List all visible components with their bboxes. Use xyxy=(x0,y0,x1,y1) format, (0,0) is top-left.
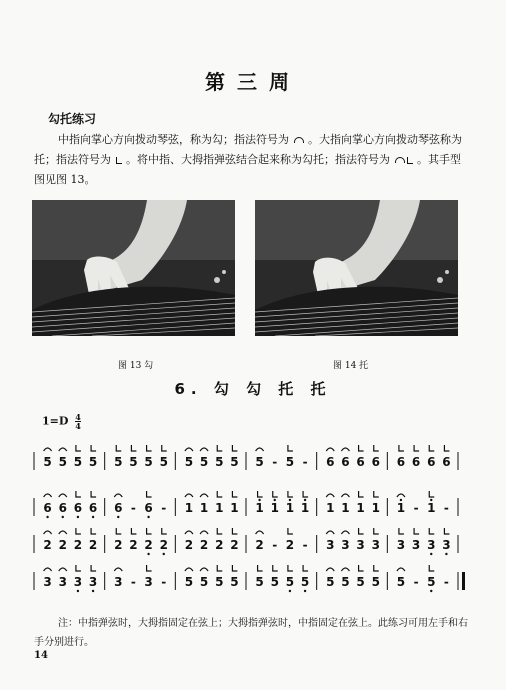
note-digit: 3 xyxy=(442,538,451,552)
note-digit: 2 xyxy=(88,538,98,552)
note-digit: 1 xyxy=(326,501,335,515)
tuo-mark xyxy=(303,565,308,571)
time-signature-bottom: 4 xyxy=(75,421,81,431)
note-digit: 6 xyxy=(114,501,123,515)
note-digit: 2 xyxy=(159,538,168,552)
note-digit: 1 xyxy=(230,501,239,515)
note-digit: 5 xyxy=(230,455,239,469)
dash-note: - xyxy=(413,575,419,589)
note-digit: 1 xyxy=(427,501,436,515)
gou-mark xyxy=(397,494,405,497)
note-digit: 3 xyxy=(43,575,52,589)
tuo-mark xyxy=(147,491,152,497)
low-octave-dot xyxy=(163,553,165,555)
gou-mark xyxy=(185,448,193,451)
tuo-mark xyxy=(147,445,152,451)
tuo-mark xyxy=(217,528,222,534)
tuo-mark xyxy=(273,565,278,571)
note-digit: 5 xyxy=(285,575,295,589)
gou-mark xyxy=(59,494,67,497)
gou-mark xyxy=(44,568,52,571)
week-title: 第三周 xyxy=(205,70,301,94)
figure-13-caption: 图 13 勾 xyxy=(118,361,154,371)
note-digit: 5 xyxy=(215,455,224,469)
gou-mark xyxy=(326,568,334,571)
note-digit: 3 xyxy=(58,575,67,589)
gou-mark xyxy=(341,568,349,571)
tuo-mark xyxy=(399,445,404,451)
tuo-mark xyxy=(232,491,237,497)
note-digit: 5 xyxy=(114,455,123,469)
low-octave-dot xyxy=(445,553,447,555)
note-digit: 1 xyxy=(255,501,264,515)
tuo-mark xyxy=(217,491,222,497)
tuo-mark xyxy=(414,528,419,534)
tuo-mark xyxy=(217,445,222,451)
high-octave-dot xyxy=(304,499,306,501)
tuo-mark xyxy=(374,445,379,451)
gou-mark xyxy=(200,568,208,571)
tuo-mark xyxy=(359,528,364,534)
note-digit: 3 xyxy=(341,538,350,552)
tuo-mark xyxy=(303,491,308,497)
dash-note: - xyxy=(272,455,278,469)
tuo-mark xyxy=(232,565,237,571)
tuo-mark xyxy=(374,528,379,534)
tuo-mark xyxy=(162,445,167,451)
low-octave-dot xyxy=(92,516,94,518)
piece-title: 6. 勾 勾 托 托 xyxy=(174,380,332,398)
dash-note: - xyxy=(161,575,167,589)
low-octave-dot xyxy=(77,516,79,518)
gou-mark xyxy=(114,568,122,571)
figure-14-caption: 图 14 托 xyxy=(333,361,369,371)
gou-mark xyxy=(44,531,52,534)
note-digit: 2 xyxy=(255,538,264,552)
gou-mark xyxy=(341,531,349,534)
low-octave-dot xyxy=(304,590,306,592)
note-digit: 3 xyxy=(411,538,421,552)
gou-mark xyxy=(256,531,264,534)
high-octave-dot xyxy=(274,499,276,501)
note-digit: 5 xyxy=(356,575,365,589)
note-digit: 5 xyxy=(129,455,138,469)
gou-mark xyxy=(326,531,334,534)
note-digit: 3 xyxy=(73,575,83,589)
note-digit: 6 xyxy=(43,501,52,515)
note-digit: 6 xyxy=(371,455,380,469)
note-digit: 1 xyxy=(199,501,209,515)
tuo-mark xyxy=(232,528,237,534)
note-digit: 1 xyxy=(371,501,380,515)
dash-note: - xyxy=(302,538,308,552)
low-octave-dot xyxy=(62,516,64,518)
note-digit: 5 xyxy=(230,575,239,589)
note-digit: 3 xyxy=(427,538,436,552)
section-title: 勾托练习 xyxy=(48,112,97,126)
note-digit: 3 xyxy=(356,538,365,552)
tuo-mark xyxy=(162,528,167,534)
note-digit: 3 xyxy=(144,575,153,589)
gou-mark xyxy=(256,448,264,451)
note-digit: 5 xyxy=(285,455,295,469)
dash-note: - xyxy=(130,501,136,515)
tuo-mark xyxy=(258,491,263,497)
tuo-mark xyxy=(76,565,81,571)
tuo-mark xyxy=(258,565,263,571)
tuo-mark xyxy=(429,445,434,451)
intro-text-3: 。将中指、大拇指弹弦结合起来称为勾托；指法符号为 xyxy=(126,153,390,166)
note-digit: 5 xyxy=(371,575,380,589)
tuo-mark xyxy=(217,565,222,571)
low-octave-dot xyxy=(92,590,94,592)
note-digit: 5 xyxy=(270,575,279,589)
tuo-mark xyxy=(288,491,293,497)
note-digit: 3 xyxy=(88,575,98,589)
tuo-mark xyxy=(399,528,404,534)
note-digit: 1 xyxy=(396,501,406,515)
note-digit: 1 xyxy=(300,501,310,515)
gou-mark xyxy=(200,494,208,497)
tuo-mark xyxy=(131,528,136,534)
time-signature-top: 4 xyxy=(75,412,81,422)
note-digit: 5 xyxy=(144,455,153,469)
note-digit: 3 xyxy=(396,538,406,552)
tuo-mark xyxy=(444,445,449,451)
tuo-mark xyxy=(91,445,96,451)
note-digit: 6 xyxy=(442,455,451,469)
gou-mark xyxy=(59,448,67,451)
tuo-mark xyxy=(359,565,364,571)
note-digit: 5 xyxy=(255,455,264,469)
note-digit: 5 xyxy=(88,455,98,469)
note-digit: 1 xyxy=(184,501,194,515)
note-digit: 5 xyxy=(58,455,67,469)
tuo-mark xyxy=(116,528,121,534)
dash-note: - xyxy=(130,575,136,589)
gou-mark xyxy=(59,568,67,571)
tuo-mark xyxy=(76,445,81,451)
tuo-mark xyxy=(374,491,379,497)
note-digit: 5 xyxy=(159,455,168,469)
note-digit: 5 xyxy=(184,455,194,469)
tuo-mark xyxy=(91,565,96,571)
tuo-mark xyxy=(76,491,81,497)
tuo-mark xyxy=(429,565,434,571)
note-digit: 5 xyxy=(184,575,194,589)
gou-mark xyxy=(185,568,193,571)
note-digit: 5 xyxy=(427,575,436,589)
gou-mark xyxy=(185,494,193,497)
note-digit: 5 xyxy=(199,455,209,469)
note-digit: 6 xyxy=(341,455,350,469)
tuo-mark xyxy=(374,565,379,571)
note-digit: 2 xyxy=(285,538,295,552)
low-octave-dot xyxy=(46,516,48,518)
intro-text-1: 中指向掌心方向拨动琴弦，称为勾；指法符号为 xyxy=(58,133,289,146)
tuo-mark xyxy=(116,445,121,451)
gou-mark xyxy=(326,448,334,451)
tuo-mark xyxy=(147,528,152,534)
note-digit: 5 xyxy=(199,575,209,589)
gou-mark xyxy=(114,494,122,497)
tuo-mark xyxy=(429,491,434,497)
note-digit: 2 xyxy=(215,538,224,552)
note-digit: 5 xyxy=(43,455,52,469)
tuo-mark xyxy=(273,491,278,497)
note-digit: 5 xyxy=(255,575,264,589)
gou-mark xyxy=(326,494,334,497)
tuo-mark xyxy=(429,528,434,534)
note-digit: 5 xyxy=(300,575,310,589)
note-digit: 2 xyxy=(184,538,194,552)
note-digit: 6 xyxy=(356,455,365,469)
footnote: 注：中指弹弦时，大拇指固定在弦上；大拇指弹弦时，中指固定在弦上。此练习可用左手和右手分别进行。 xyxy=(34,618,468,648)
tuo-mark xyxy=(359,491,364,497)
high-octave-dot xyxy=(430,499,432,501)
note-digit: 3 xyxy=(114,575,123,589)
dash-note: - xyxy=(413,501,419,515)
low-octave-dot xyxy=(430,590,432,592)
tuo-mark xyxy=(232,445,237,451)
low-octave-dot xyxy=(430,553,432,555)
dash-note: - xyxy=(161,501,167,515)
note-digit: 1 xyxy=(215,501,224,515)
note-digit: 6 xyxy=(427,455,436,469)
tuo-mark xyxy=(288,445,293,451)
note-digit: 3 xyxy=(326,538,335,552)
note-digit: 2 xyxy=(129,538,138,552)
tuo-mark xyxy=(288,528,293,534)
low-octave-dot xyxy=(147,516,149,518)
gou-mark xyxy=(397,568,405,571)
low-octave-dot xyxy=(117,516,119,518)
dash-note: - xyxy=(443,575,449,589)
tuo-mark xyxy=(414,445,419,451)
gou-mark xyxy=(200,448,208,451)
note-digit: 2 xyxy=(58,538,67,552)
note-digit: 2 xyxy=(144,538,153,552)
tuo-mark xyxy=(288,565,293,571)
note-digit: 1 xyxy=(341,501,350,515)
key-label: 1=D xyxy=(42,414,69,428)
high-octave-dot xyxy=(258,499,260,501)
gou-mark xyxy=(185,531,193,534)
low-octave-dot xyxy=(147,553,149,555)
tuo-mark xyxy=(91,491,96,497)
note-digit: 6 xyxy=(411,455,421,469)
low-octave-dot xyxy=(289,590,291,592)
note-digit: 1 xyxy=(285,501,295,515)
gou-mark xyxy=(44,494,52,497)
tuo-mark xyxy=(91,528,96,534)
tuo-mark xyxy=(131,445,136,451)
tuo-mark xyxy=(359,445,364,451)
note-digit: 5 xyxy=(215,575,224,589)
page-number: 14 xyxy=(34,650,48,661)
note-digit: 1 xyxy=(356,501,365,515)
note-digit: 2 xyxy=(43,538,52,552)
note-digit: 6 xyxy=(396,455,406,469)
gou-mark xyxy=(200,531,208,534)
note-digit: 2 xyxy=(199,538,209,552)
note-digit: 5 xyxy=(396,575,406,589)
note-digit: 5 xyxy=(73,455,83,469)
gou-mark xyxy=(59,531,67,534)
high-octave-dot xyxy=(289,499,291,501)
note-digit: 5 xyxy=(326,575,335,589)
note-digit: 2 xyxy=(230,538,239,552)
dash-note: - xyxy=(272,538,278,552)
note-digit: 6 xyxy=(58,501,67,515)
note-digit: 3 xyxy=(371,538,380,552)
note-digit: 6 xyxy=(88,501,98,515)
high-octave-dot xyxy=(400,499,402,501)
low-octave-dot xyxy=(77,590,79,592)
gou-mark xyxy=(44,448,52,451)
note-digit: 2 xyxy=(114,538,123,552)
intro-text-4: 。其手型图见图 13。 xyxy=(34,153,461,186)
dash-note: - xyxy=(302,455,308,469)
intro-text-2: 。大指向掌心方向拨动琴弦称为托；指法符号为 xyxy=(34,133,462,166)
note-digit: 1 xyxy=(270,501,279,515)
gou-mark xyxy=(341,448,349,451)
tuo-mark xyxy=(76,528,81,534)
tuo-mark xyxy=(444,528,449,534)
note-digit: 6 xyxy=(144,501,153,515)
note-digit: 6 xyxy=(73,501,83,515)
final-barline xyxy=(462,572,465,590)
gou-mark xyxy=(341,494,349,497)
dash-note: - xyxy=(443,501,449,515)
note-digit: 5 xyxy=(341,575,350,589)
tuo-mark xyxy=(147,565,152,571)
note-digit: 2 xyxy=(73,538,83,552)
note-digit: 6 xyxy=(326,455,335,469)
